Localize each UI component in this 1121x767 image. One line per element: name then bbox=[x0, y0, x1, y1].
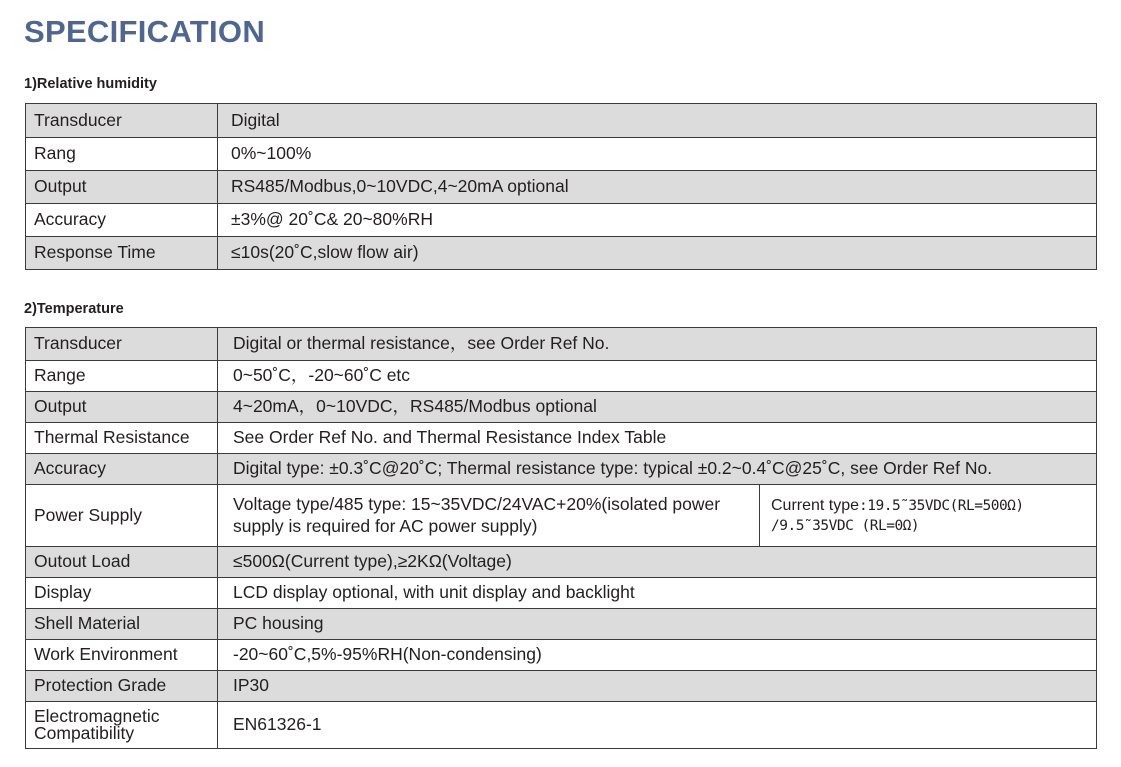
section-title-humidity: 1)Relative humidity bbox=[24, 76, 157, 92]
row-label: Rang bbox=[26, 138, 218, 171]
table-row bbox=[26, 609, 1097, 640]
row-value: LCD display optional, with unit display and backlight bbox=[218, 578, 1097, 609]
row-label: Accuracy bbox=[26, 204, 218, 237]
current-type-range: :19.5˜35VDC(RL=500Ω) /9.5˜35VDC (RL=0Ω) bbox=[771, 497, 1024, 534]
row-value: -20~60˚C,5%-95%RH(Non-condensing) bbox=[218, 640, 1097, 671]
row-label: Display bbox=[26, 578, 218, 609]
row-value: See Order Ref No. and Thermal Resistance Index Table bbox=[218, 423, 1097, 454]
table-row bbox=[26, 392, 1097, 423]
table-row bbox=[26, 138, 1097, 171]
row-label: Power Supply bbox=[26, 485, 218, 547]
section-title-temperature: 2)Temperature bbox=[24, 301, 124, 317]
row-value: 0~50˚C，-20~60˚C etc bbox=[218, 361, 1097, 392]
row-value: IP30 bbox=[218, 671, 1097, 702]
power-supply-voltage-value: Voltage type/485 type: 15~35VDC/24VAC+20%(isolated power supply is required for AC power supply) bbox=[218, 485, 760, 547]
row-value: Digital type: ±0.3˚C@20˚C; Thermal resistance type: typical ±0.2~0.4˚C@25˚C, see Order Ref No. bbox=[218, 454, 1097, 485]
row-label: Work Environment bbox=[26, 640, 218, 671]
row-label: Transducer bbox=[26, 104, 218, 138]
row-label: Electromagnetic Compatibility bbox=[26, 702, 218, 749]
temperature-spec-table bbox=[25, 327, 1097, 749]
table-row bbox=[26, 361, 1097, 392]
table-row bbox=[26, 578, 1097, 609]
row-value: ≤500Ω(Current type),≥2KΩ(Voltage) bbox=[218, 547, 1097, 578]
row-label: Shell Material bbox=[26, 609, 218, 640]
row-label: Output bbox=[26, 171, 218, 204]
row-label: Outout Load bbox=[26, 547, 218, 578]
table-row bbox=[26, 640, 1097, 671]
table-row bbox=[26, 547, 1097, 578]
row-label: Accuracy bbox=[26, 454, 218, 485]
row-value: 4~20mA，0~10VDC，RS485/Modbus optional bbox=[218, 392, 1097, 423]
table-row bbox=[26, 171, 1097, 204]
table-row bbox=[26, 454, 1097, 485]
row-value: Digital bbox=[218, 104, 1097, 138]
row-label: Output bbox=[26, 392, 218, 423]
table-row bbox=[26, 104, 1097, 138]
row-label: Transducer bbox=[26, 328, 218, 361]
table-row bbox=[26, 328, 1097, 361]
table-row bbox=[26, 423, 1097, 454]
table-row bbox=[26, 702, 1097, 749]
row-label: Thermal Resistance bbox=[26, 423, 218, 454]
row-value: ≤10s(20˚C,slow flow air) bbox=[218, 237, 1097, 270]
humidity-spec-table bbox=[25, 103, 1097, 270]
page-title: SPECIFICATION bbox=[24, 14, 266, 49]
row-value: 0%~100% bbox=[218, 138, 1097, 171]
row-value: PC housing bbox=[218, 609, 1097, 640]
row-label: Response Time bbox=[26, 237, 218, 270]
row-value: Digital or thermal resistance，see Order Ref No. bbox=[218, 328, 1097, 361]
power-supply-current-value bbox=[760, 485, 1097, 547]
table-row bbox=[26, 485, 1097, 547]
current-type-prefix: Current type bbox=[771, 496, 860, 514]
table-row bbox=[26, 204, 1097, 237]
row-label: Range bbox=[26, 361, 218, 392]
row-value: ±3%@ 20˚C& 20~80%RH bbox=[218, 204, 1097, 237]
table-row bbox=[26, 671, 1097, 702]
row-label: Protection Grade bbox=[26, 671, 218, 702]
row-value: EN61326-1 bbox=[218, 702, 1097, 749]
table-row bbox=[26, 237, 1097, 270]
row-value: RS485/Modbus,0~10VDC,4~20mA optional bbox=[218, 171, 1097, 204]
